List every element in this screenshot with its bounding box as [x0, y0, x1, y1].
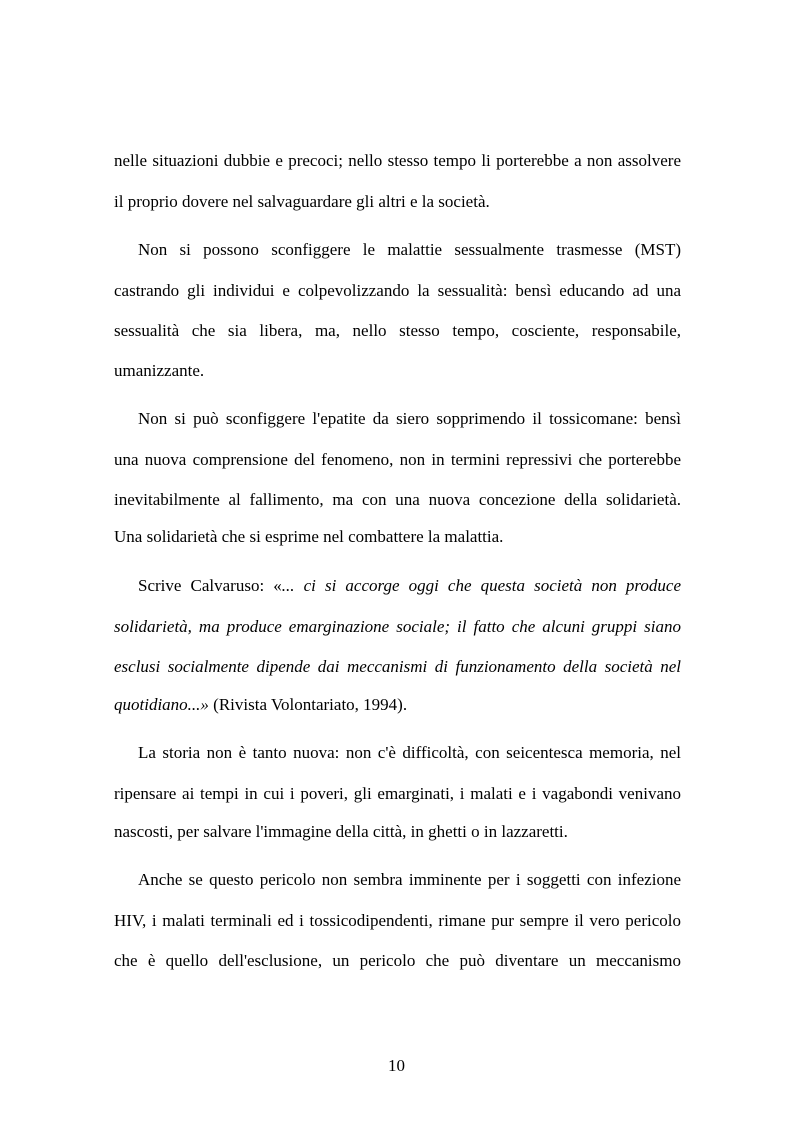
paragraph-2-line-3: sessualità che sia libera, ma, nello stesso tempo, cosciente, responsabile,: [114, 321, 681, 340]
paragraph-3-line-1: Non si può sconfiggere l'epatite da siero sopprimendo il tossicomane: bensì: [138, 409, 681, 428]
quote-intro: Scrive Calvaruso: «: [138, 576, 282, 595]
paragraph-5-line-2: ripensare ai tempi in cui i poveri, gli emarginati, i malati e i vagabondi venivano: [114, 784, 681, 803]
paragraph-3-line-4: Una solidarietà che si esprime nel combattere la malattia.: [114, 527, 504, 546]
page-number: 10: [388, 1056, 405, 1075]
quote-text-4: quotidiano...»: [114, 695, 209, 714]
paragraph-4-line-4: [114, 694, 681, 716]
paragraph-2-line-4: umanizzante.: [114, 361, 205, 380]
quote-text-3: esclusi socialmente dipende dai meccanismi di funzionamento della società nel: [114, 657, 681, 676]
paragraph-2-line-2: castrando gli individui e colpevolizzando la sessualità: bensì educando ad una: [114, 281, 681, 300]
paragraph-6-line-1: Anche se questo pericolo non sembra imminente per i soggetti con infezione: [138, 870, 681, 889]
paragraph-6-line-2: HIV, i malati terminali ed i tossicodipendenti, rimane pur sempre il vero pericolo: [114, 911, 681, 930]
quote-text-2: solidarietà, ma produce emarginazione sociale; il fatto che alcuni gruppi siano: [114, 617, 681, 636]
paragraph-6-line-3: che è quello dell'esclusione, un pericolo che può diventare un meccanismo: [114, 951, 681, 970]
citation: (Rivista Volontariato, 1994).: [208, 695, 408, 714]
paragraph-3-line-3: inevitabilmente al fallimento, ma con una nuova concezione della solidarietà.: [114, 490, 681, 509]
paragraph-5-line-1: La storia non è tanto nuova: non c'è difficoltà, con seicentesca memoria, nel: [138, 743, 681, 762]
paragraph-3-line-2: una nuova comprensione del fenomeno, non in termini repressivi che porterebbe: [114, 450, 681, 469]
paragraph-4-line-1: [138, 575, 681, 597]
paragraph-4-line-3: [114, 656, 681, 678]
paragraph-5-line-3: nascosti, per salvare l'immagine della città, in ghetti o in lazzaretti.: [114, 822, 568, 841]
paragraph-1-line-1: nelle situazioni dubbie e precoci; nello stesso tempo li porterebbe a non assolvere: [114, 151, 681, 170]
paragraph-1-line-2: il proprio dovere nel salvaguardare gli altri e la società.: [114, 192, 490, 211]
paragraph-4-line-2: [114, 616, 681, 638]
paragraph-2-line-1: Non si possono sconfiggere le malattie sessualmente trasmesse (MST): [138, 240, 681, 259]
quote-text-1: ... ci si accorge oggi che questa società non produce: [281, 576, 681, 595]
